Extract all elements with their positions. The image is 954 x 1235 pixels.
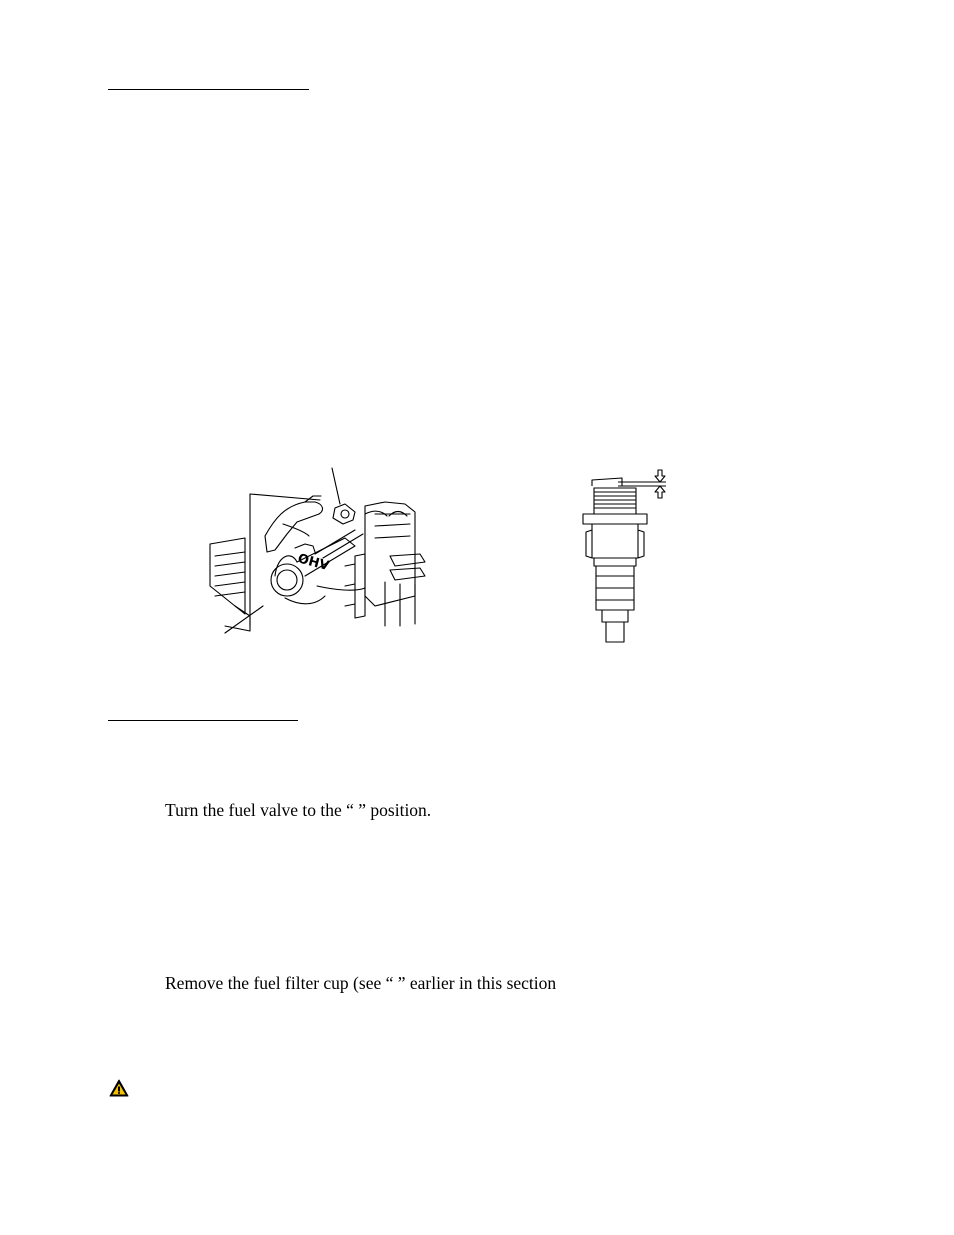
fuel-valve-instruction: Turn the fuel valve to the “ ” position.	[165, 800, 432, 820]
svg-text:OHV: OHV	[295, 551, 331, 575]
section-heading-underline	[108, 89, 309, 90]
engine-spark-plug-illustration	[205, 466, 435, 636]
spark-plug-gap-illustration	[578, 466, 670, 644]
section-heading-underline	[108, 720, 298, 721]
warning-triangle-icon	[109, 1079, 129, 1097]
filter-cup-instruction: Remove the fuel filter cup (see “ ” earlier in this section	[165, 973, 557, 993]
